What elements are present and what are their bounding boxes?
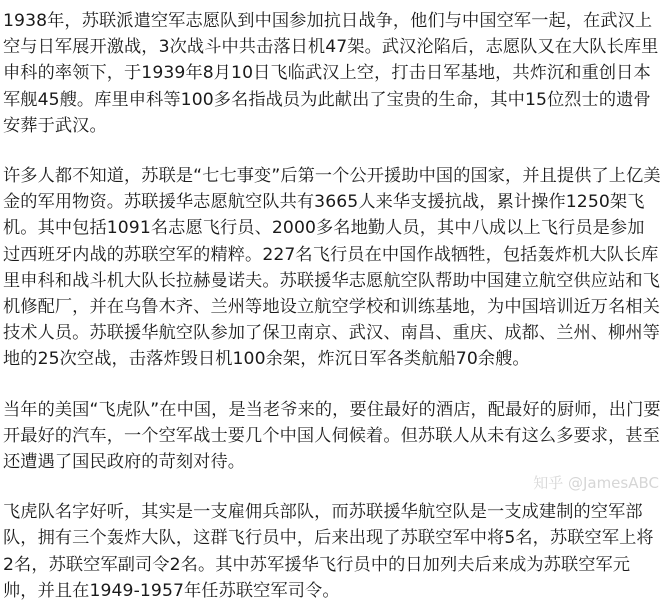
article-paragraph-1: 1938年，苏联派遣空军志愿队到中国参加抗日战争，他们与中国空军一起，在武汉上空与日军展开激战，3次战斗中共击落日机47架。武汉沦陷后，志愿队又在大队长库里申科的率领下，于1939年8月10日飞临武汉上空，打击日军基地，共炸沉和重创日本军舰45艘。库里申科等100多名指战员为此献出了宝贵的生命，其中15位烈士的遗骨安葬于武汉。 (3, 11, 659, 136)
article-paragraph-4: 飞虎队名字好听，其实是一支雇佣兵部队，而苏联援华航空队是一支成建制的空军部队，拥有三个轰炸大队，这群飞行员中，后来出现了苏联空军中将5名，苏联空军上将2名，苏联空军副司令2名。其中苏军援华飞行员中的日加列夫后来成为苏联空军元帅，并且在1949-1957年任苏联空军司令。 (3, 502, 654, 601)
article-body (3, 8, 661, 604)
zhihu-watermark: 知乎 @JamesABC (533, 474, 659, 492)
article-paragraph-2: 许多人都不知道，苏联是“七七事变”后第一个公开援助中国的国家，并且提供了上亿美金的军用物资。苏联援华志愿航空队共有3665人来华支援抗战，累计操作1250架飞机。其中包括1091名志愿飞行员、2000多名地勤人员，其中八成以上飞行员是参加过西班牙内战的苏联空军的精粹。227名飞行员在中国作战牺牲，包括轰炸机大队长库里申科和战斗机大队长拉赫曼诺夫。苏联援华志愿航空队帮助中国建立航空供应站和飞机修配厂，并在乌鲁木齐、兰州等地设立航空学校和训练基地，为中国培训近万名相关技术人员。苏联援华航空队参加了保卫南京、武汉、南昌、重庆、成都、兰州、柳州等地的25次空战，击落炸毁日机100余架，炸沉日军各类航船70余艘。 (3, 166, 661, 370)
article-paragraph-3: 当年的美国“飞虎队”在中国，是当老爷来的，要住最好的酒店，配最好的厨师，出门要开最好的汽车，一个空军战士要几个中国人伺候着。但苏联人从未有这么多要求，甚至还遭遇了国民政府的苛刻对待。 (3, 399, 661, 473)
